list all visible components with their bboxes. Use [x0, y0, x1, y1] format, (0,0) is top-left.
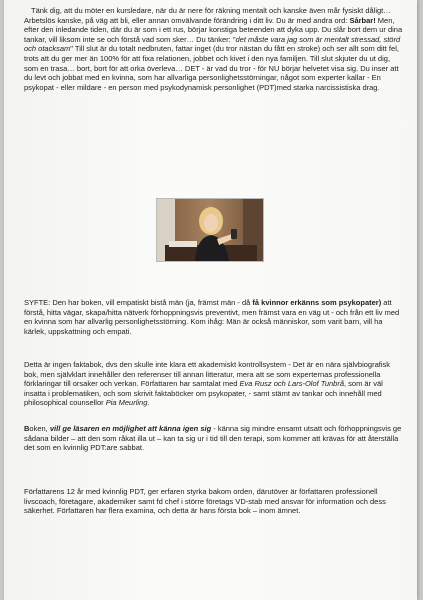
- fakta-text-2: , som är väl insatta i problematiken, och som skrivit faktaböcker om psykopater, - samt stämt av tankar och innehåll med philosophical counsellor: [24, 379, 383, 408]
- syfte-text-2: att förstå, hitta vägar, skapa/hitta nätverk förhoppningsvis preventivt, men främst vara en väg ut - och från ett liv med en kvinna som har allvarlig personlighetsstörning. Kom ihåg: Män är också människor, som varit barn, vill ha kärlek, uppskattning och empati.: [24, 298, 400, 336]
- syfte-bold: få kvinnor erkänns som psykopater): [252, 298, 382, 307]
- forfattare-paragraph: Författarens 12 år med kvinnlig PDT, ger erfaren styrka bakom orden, därutöver är författaren professionell livscoach, företagare, akademiker samt fd chef i större företags VD-stab med ansvar för information och dess säkerhet. Författaren har flera examina, och detta är hans första bok – inom ämnet.: [24, 487, 386, 516]
- fakta-counsellor: Pia Meurling: [105, 398, 148, 408]
- intro-quote: det måste vara jag som är mentalt stressad, störd och otacksam: [24, 34, 401, 54]
- syfte-text: SYFTE: Den har boken, vill empatiskt bistå män (ja, främst män - då: [24, 298, 253, 307]
- boken-paragraph: [24, 424, 406, 453]
- photo-woman-at-desk-icon: [157, 199, 263, 261]
- boken-initial: B: [24, 424, 30, 433]
- book-back-cover: [4, 0, 417, 600]
- intro-text-3: " Till slut är du totalt nedbruten, fattar inget (du tror nästan du fått en stroke) och ser allt som ditt fel, trots att du ger mer än 100% för att fixa relationen, jobbet och kivet i den nya familjen. Till slut skjuter du ut dig, som en trasa… bort, bort för att orka överleva… DET - är vad du tror - för NU börjar helvetet visa sig. Du inser att du levt och jobbat med en kvinna, som har allvarliga personlighetsstörningar, något som experter kallar - En psykopat - eller mildare - en person med psykodynamisk personlighet (PDT)med starka narcissistiska drag.: [24, 44, 399, 92]
- intro-bold-sarbar: Sårbar!: [349, 15, 376, 25]
- intro-paragraph: [24, 6, 406, 92]
- intro-text-2: Men, efter den inledande tiden, där du är som i ett rus, börjar konstiga beteenden att dyka upp. Du slår bort dem ur dina tankar, vill liksom inte se och förstå vad som sker… Du tänker: ": [24, 15, 403, 44]
- boken-text-2: - känna sig mindre ensamt utsatt och förhoppningsvis ge sådana bilder – att den som råkat illa ut – kan ta sig ur i tid till den terapi, som kommer att krävas för att återställa det som en kvinnlig PDT:are sabbat.: [24, 424, 402, 453]
- fakta-end: .: [147, 398, 150, 408]
- boken-emphasis: vill ge läsaren en möjlighet att känna igen sig: [49, 424, 212, 433]
- fakta-text: Detta är ingen faktabok, dvs den skulle inte klara ett akademiskt kontrollsystem - Det är en nära självbiografisk bok, men självklart innehåller den referenser till annan litteratur, mera att se som experternas professionella förklaringar till orsaker och verkan. Författaren har samtalat med: [24, 360, 391, 389]
- syfte-paragraph: [24, 298, 406, 336]
- fakta-names: Eva Rusz och Lars-Olof Tunbrå: [239, 379, 345, 389]
- intro-text: Tänk dig, att du möter en kursledare, när du är nere för räkning mentalt och kanske även mår fysiskt dåligt… Arbetslös kanske, på väg att bli, eller annan omvälvande förändring i ditt liv. Du är med andra ord:: [24, 6, 391, 25]
- fakta-paragraph: [24, 360, 406, 408]
- boken-text: oken,: [29, 424, 50, 433]
- author-photo: [156, 198, 264, 262]
